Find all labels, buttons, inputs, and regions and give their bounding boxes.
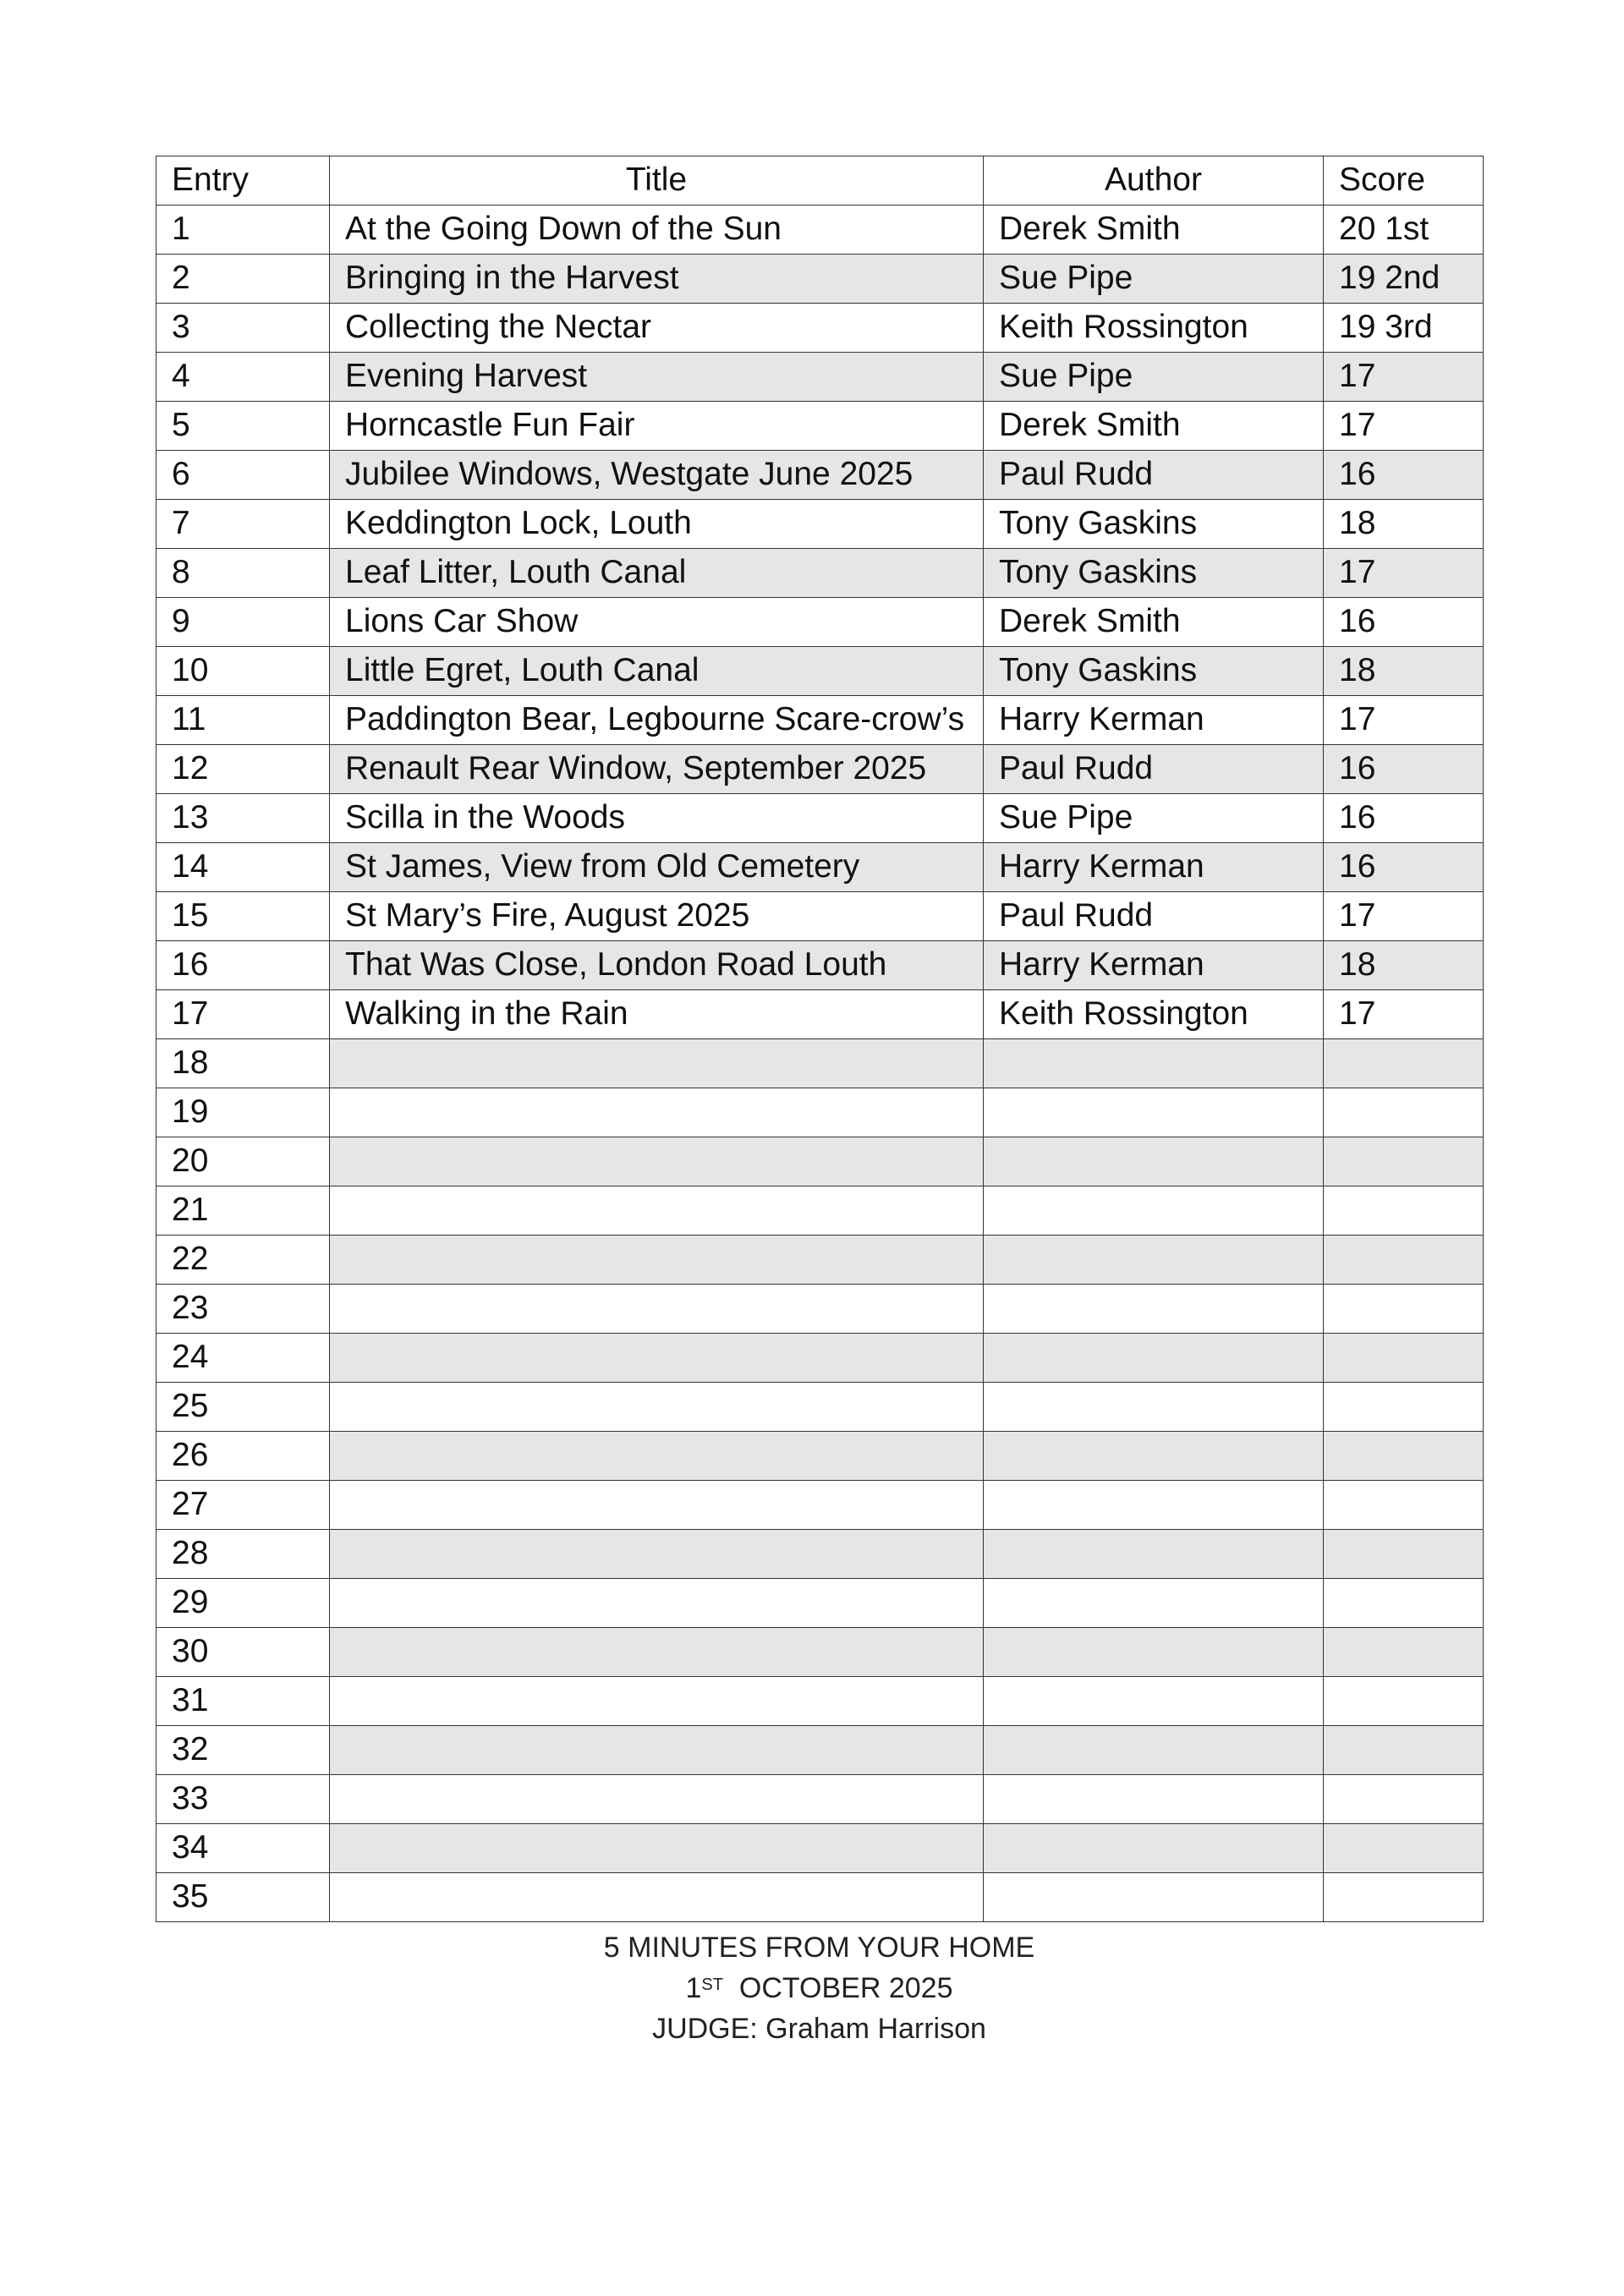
entry-cell: 18 (156, 1039, 330, 1088)
title-cell: Keddington Lock, Louth (330, 500, 984, 549)
title-cell: Renault Rear Window, September 2025 (330, 745, 984, 794)
title-cell: St Mary’s Fire, August 2025 (330, 892, 984, 941)
author-cell: Derek Smith (984, 402, 1324, 451)
title-cell (330, 1383, 984, 1432)
author-column-header: Author (984, 156, 1324, 205)
entry-cell: 8 (156, 549, 330, 598)
table-row (156, 1677, 1484, 1726)
score-column-header: Score (1324, 156, 1484, 205)
entry-cell: 28 (156, 1530, 330, 1579)
title-cell: Evening Harvest (330, 353, 984, 402)
author-cell: Sue Pipe (984, 353, 1324, 402)
entry-cell: 16 (156, 941, 330, 990)
title-cell (330, 1039, 984, 1088)
score-cell (1324, 1432, 1484, 1481)
author-cell (984, 1677, 1324, 1726)
author-cell (984, 1481, 1324, 1530)
entry-cell: 6 (156, 451, 330, 500)
score-cell: 16 (1324, 745, 1484, 794)
title-cell (330, 1824, 984, 1873)
table-row (156, 843, 1484, 892)
table-row (156, 745, 1484, 794)
table-row (156, 794, 1484, 843)
footer (156, 1927, 1483, 2049)
score-cell: 17 (1324, 402, 1484, 451)
table-row (156, 500, 1484, 549)
title-cell (330, 1334, 984, 1383)
author-cell (984, 1873, 1324, 1922)
date-suffix: ST (701, 1975, 723, 1994)
title-cell (330, 1530, 984, 1579)
score-cell: 19 2nd (1324, 255, 1484, 304)
entry-cell: 26 (156, 1432, 330, 1481)
author-cell (984, 1236, 1324, 1285)
author-cell: Paul Rudd (984, 892, 1324, 941)
author-cell: Keith Rossington (984, 990, 1324, 1039)
table-row (156, 1088, 1484, 1137)
table-row (156, 1579, 1484, 1628)
score-cell: 17 (1324, 549, 1484, 598)
author-cell: Tony Gaskins (984, 549, 1324, 598)
table-row (156, 255, 1484, 304)
author-cell (984, 1432, 1324, 1481)
title-cell (330, 1579, 984, 1628)
author-cell: Sue Pipe (984, 794, 1324, 843)
score-cell: 16 (1324, 794, 1484, 843)
score-cell (1324, 1137, 1484, 1186)
table-row (156, 353, 1484, 402)
title-cell: Bringing in the Harvest (330, 255, 984, 304)
table-row (156, 1383, 1484, 1432)
competition-name: 5 MINUTES FROM YOUR HOME (603, 1932, 1035, 1964)
title-cell: Lions Car Show (330, 598, 984, 647)
score-cell: 17 (1324, 696, 1484, 745)
score-cell (1324, 1775, 1484, 1824)
entry-cell: 10 (156, 647, 330, 696)
entry-cell: 29 (156, 1579, 330, 1628)
score-cell (1324, 1726, 1484, 1775)
table-row (156, 1530, 1484, 1579)
title-cell (330, 1186, 984, 1236)
title-cell (330, 1873, 984, 1922)
table-row (156, 1873, 1484, 1922)
author-cell: Tony Gaskins (984, 500, 1324, 549)
table-row (156, 1432, 1484, 1481)
author-cell (984, 1137, 1324, 1186)
entry-cell: 33 (156, 1775, 330, 1824)
table-row (156, 1236, 1484, 1285)
title-cell: Walking in the Rain (330, 990, 984, 1039)
score-cell: 20 1st (1324, 205, 1484, 255)
score-cell: 17 (1324, 990, 1484, 1039)
author-cell: Paul Rudd (984, 451, 1324, 500)
table-row (156, 1285, 1484, 1334)
title-cell (330, 1432, 984, 1481)
title-column-header: Title (330, 156, 984, 205)
table-row (156, 892, 1484, 941)
score-cell (1324, 1579, 1484, 1628)
table-row (156, 1334, 1484, 1383)
entry-cell: 21 (156, 1186, 330, 1236)
author-cell: Derek Smith (984, 205, 1324, 255)
table-row (156, 1824, 1484, 1873)
score-cell: 17 (1324, 353, 1484, 402)
author-cell: Harry Kerman (984, 696, 1324, 745)
table-row (156, 1481, 1484, 1530)
author-cell (984, 1039, 1324, 1088)
author-cell: Paul Rudd (984, 745, 1324, 794)
author-cell (984, 1186, 1324, 1236)
entry-cell: 9 (156, 598, 330, 647)
date-rest: OCTOBER 2025 (738, 1972, 953, 2004)
header-row (156, 156, 1484, 205)
author-cell: Derek Smith (984, 598, 1324, 647)
entry-cell: 19 (156, 1088, 330, 1137)
score-cell (1324, 1481, 1484, 1530)
author-cell (984, 1824, 1324, 1873)
author-cell (984, 1628, 1324, 1677)
title-cell (330, 1088, 984, 1137)
table-row (156, 205, 1484, 255)
title-cell (330, 1236, 984, 1285)
author-cell (984, 1530, 1324, 1579)
entry-cell: 12 (156, 745, 330, 794)
entry-cell: 30 (156, 1628, 330, 1677)
title-cell: Horncastle Fun Fair (330, 402, 984, 451)
entry-cell: 5 (156, 402, 330, 451)
author-cell (984, 1726, 1324, 1775)
score-cell: 19 3rd (1324, 304, 1484, 353)
entry-cell: 22 (156, 1236, 330, 1285)
author-cell (984, 1775, 1324, 1824)
table-row (156, 304, 1484, 353)
score-cell (1324, 1334, 1484, 1383)
date-day: 1 (685, 1972, 702, 2004)
title-cell (330, 1137, 984, 1186)
score-cell (1324, 1088, 1484, 1137)
score-cell: 18 (1324, 941, 1484, 990)
table-row (156, 598, 1484, 647)
entries-table (156, 156, 1484, 1922)
results-sheet (156, 156, 1483, 2049)
title-cell: That Was Close, London Road Louth (330, 941, 984, 990)
score-cell: 16 (1324, 598, 1484, 647)
table-row (156, 1137, 1484, 1186)
entry-cell: 31 (156, 1677, 330, 1726)
entry-cell: 20 (156, 1137, 330, 1186)
author-cell: Sue Pipe (984, 255, 1324, 304)
author-cell: Harry Kerman (984, 843, 1324, 892)
entry-cell: 34 (156, 1824, 330, 1873)
author-cell: Tony Gaskins (984, 647, 1324, 696)
score-cell: 18 (1324, 647, 1484, 696)
table-row (156, 1186, 1484, 1236)
score-cell: 18 (1324, 500, 1484, 549)
judge-name: JUDGE: Graham Harrison (652, 2013, 986, 2045)
entry-cell: 15 (156, 892, 330, 941)
author-cell: Keith Rossington (984, 304, 1324, 353)
table-row (156, 1726, 1484, 1775)
title-cell: At the Going Down of the Sun (330, 205, 984, 255)
table-row (156, 451, 1484, 500)
table-row (156, 941, 1484, 990)
table-row (156, 696, 1484, 745)
table-row (156, 990, 1484, 1039)
table-row (156, 1628, 1484, 1677)
title-cell (330, 1628, 984, 1677)
title-cell (330, 1726, 984, 1775)
entry-cell: 4 (156, 353, 330, 402)
entry-cell: 35 (156, 1873, 330, 1922)
score-cell (1324, 1677, 1484, 1726)
author-cell (984, 1383, 1324, 1432)
score-cell (1324, 1186, 1484, 1236)
entry-column-header: Entry (156, 156, 330, 205)
entry-cell: 27 (156, 1481, 330, 1530)
score-cell (1324, 1628, 1484, 1677)
score-cell: 17 (1324, 892, 1484, 941)
score-cell: 16 (1324, 843, 1484, 892)
entry-cell: 23 (156, 1285, 330, 1334)
author-cell (984, 1334, 1324, 1383)
table-row (156, 1775, 1484, 1824)
title-cell (330, 1481, 984, 1530)
title-cell: Leaf Litter, Louth Canal (330, 549, 984, 598)
table-row (156, 402, 1484, 451)
entry-cell: 24 (156, 1334, 330, 1383)
entry-cell: 7 (156, 500, 330, 549)
score-cell (1324, 1383, 1484, 1432)
title-cell (330, 1677, 984, 1726)
score-cell (1324, 1824, 1484, 1873)
score-cell (1324, 1039, 1484, 1088)
title-cell: Paddington Bear, Legbourne Scare-crow’s (330, 696, 984, 745)
author-cell (984, 1088, 1324, 1137)
score-cell (1324, 1236, 1484, 1285)
title-cell: Scilla in the Woods (330, 794, 984, 843)
entry-cell: 14 (156, 843, 330, 892)
entry-cell: 3 (156, 304, 330, 353)
title-cell: St James, View from Old Cemetery (330, 843, 984, 892)
title-cell: Collecting the Nectar (330, 304, 984, 353)
competition-date (156, 1968, 1483, 2008)
title-cell: Jubilee Windows, Westgate June 2025 (330, 451, 984, 500)
entry-cell: 13 (156, 794, 330, 843)
table-row (156, 647, 1484, 696)
entry-cell: 25 (156, 1383, 330, 1432)
table-row (156, 549, 1484, 598)
title-cell: Little Egret, Louth Canal (330, 647, 984, 696)
score-cell (1324, 1530, 1484, 1579)
title-cell (330, 1285, 984, 1334)
entry-cell: 17 (156, 990, 330, 1039)
table-row (156, 1039, 1484, 1088)
score-cell (1324, 1873, 1484, 1922)
author-cell (984, 1285, 1324, 1334)
author-cell: Harry Kerman (984, 941, 1324, 990)
title-cell (330, 1775, 984, 1824)
score-cell (1324, 1285, 1484, 1334)
entries-body (156, 205, 1484, 1922)
entry-cell: 2 (156, 255, 330, 304)
entry-cell: 1 (156, 205, 330, 255)
entry-cell: 11 (156, 696, 330, 745)
score-cell: 16 (1324, 451, 1484, 500)
entry-cell: 32 (156, 1726, 330, 1775)
author-cell (984, 1579, 1324, 1628)
